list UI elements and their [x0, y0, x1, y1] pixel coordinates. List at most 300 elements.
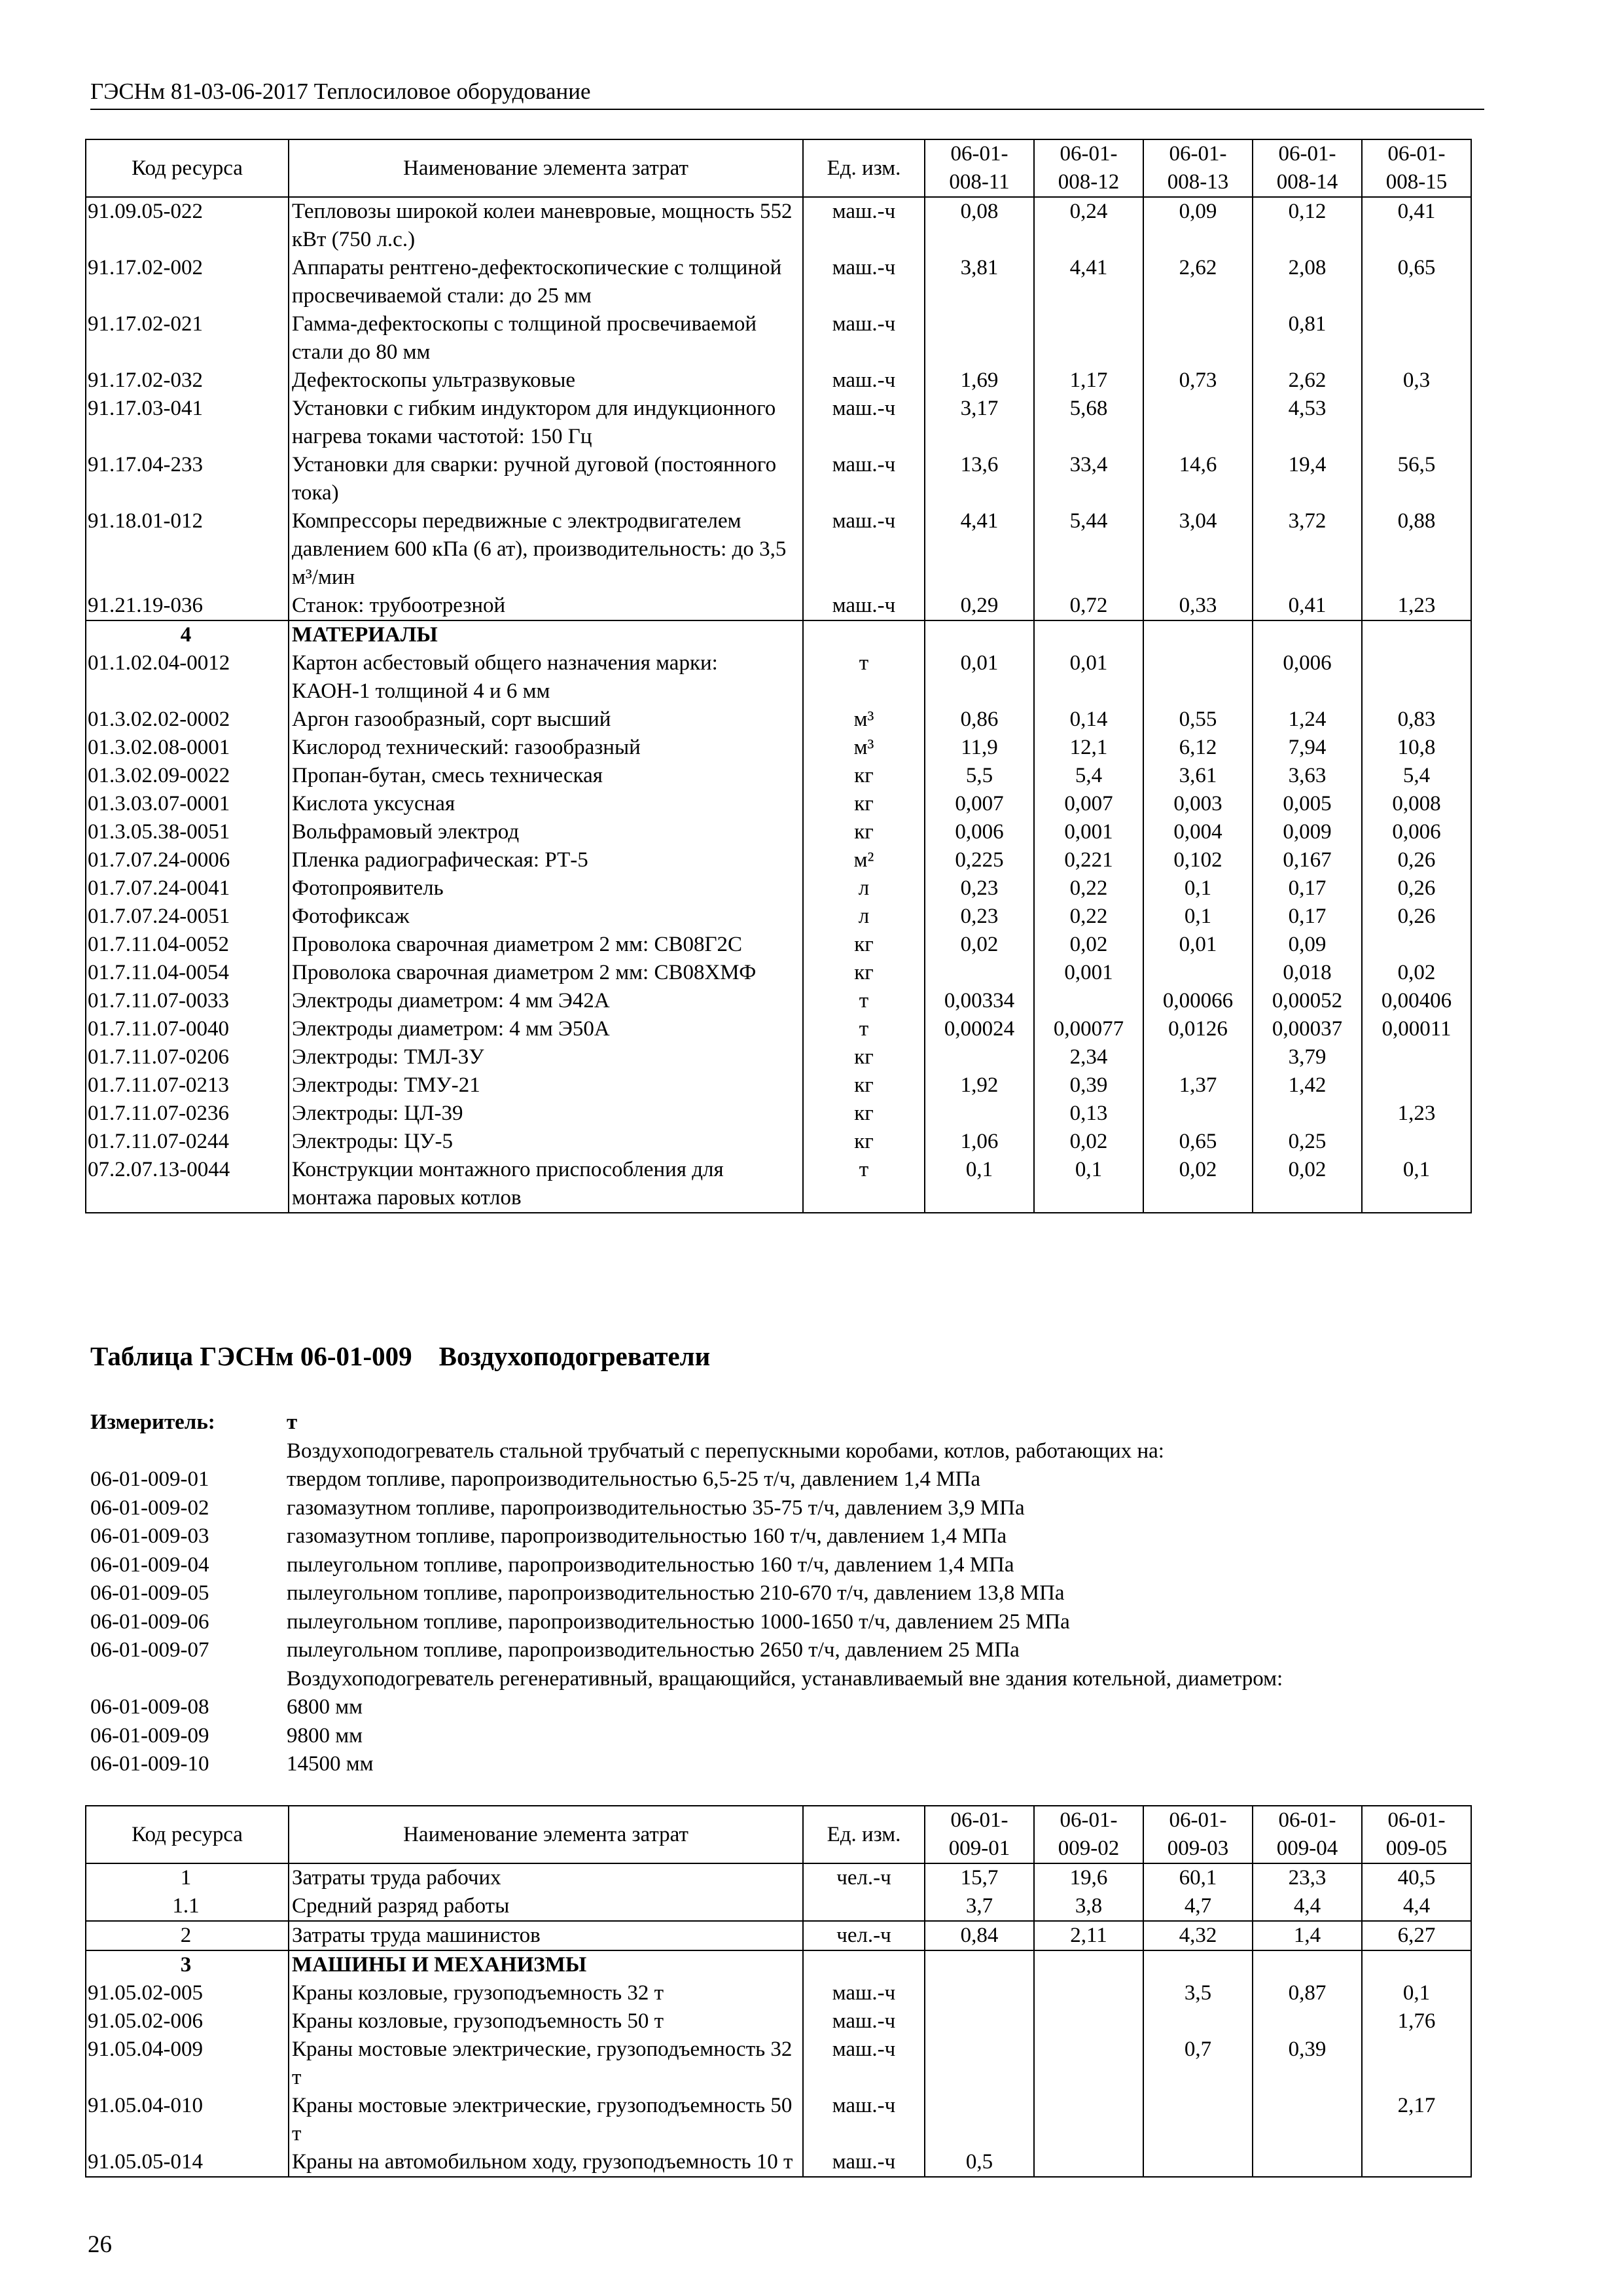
- column-header: 06-01- 009-02: [1034, 1806, 1143, 1863]
- unit: кг: [803, 1071, 925, 1100]
- norm-value: 3,63: [1253, 762, 1362, 790]
- norm-value: [1143, 649, 1253, 706]
- measure-item: [90, 1636, 1491, 1665]
- unit: маш.-ч: [803, 395, 925, 451]
- norm-value: [1143, 1100, 1253, 1128]
- resource-name: Электроды: ЦУ-5: [289, 1128, 803, 1156]
- norm-description: пылеугольном топливе, паропроизводительностью 1000-1650 т/ч, давлением 25 МПа: [287, 1609, 1070, 1634]
- unit: маш.-ч: [803, 592, 925, 620]
- norm-value: 11,9: [925, 734, 1034, 762]
- resource-code: 1: [86, 1863, 289, 1892]
- norm-value: 0,22: [1034, 874, 1143, 903]
- norm-value: [1034, 2007, 1143, 2036]
- norm-value: 0,02: [1143, 1156, 1253, 1213]
- norm-value: 0,65: [1362, 254, 1471, 310]
- norm-value: 0,0126: [1143, 1015, 1253, 1043]
- table-row: [86, 620, 1471, 649]
- measure-item: [90, 1579, 1491, 1608]
- norm-value: 33,4: [1034, 451, 1143, 507]
- resource-name: Вольфрамовый электрод: [289, 818, 803, 846]
- norm-value: 0,41: [1253, 592, 1362, 620]
- resource-name: Электроды диаметром: 4 мм Э50А: [289, 1015, 803, 1043]
- resource-code: 91.09.05-022: [86, 197, 289, 254]
- norm-value: 0,39: [1253, 2036, 1362, 2092]
- table-row: [86, 734, 1471, 762]
- unit: маш.-ч: [803, 254, 925, 310]
- norm-value: 0,00011: [1362, 1015, 1471, 1043]
- column-header: 06-01- 009-04: [1253, 1806, 1362, 1863]
- norm-value: 2,62: [1253, 367, 1362, 395]
- norm-value: 2,08: [1253, 254, 1362, 310]
- table-row: [86, 2007, 1471, 2036]
- table-row: [86, 197, 1471, 254]
- resource-code: 01.7.11.04-0054: [86, 959, 289, 987]
- norm-value: 0,007: [1034, 790, 1143, 818]
- norm-value: 0,26: [1362, 874, 1471, 903]
- resource-code: 01.7.11.04-0052: [86, 931, 289, 959]
- table-header-row: [86, 139, 1471, 197]
- norm-code: 06-01-009-03: [90, 1524, 209, 1548]
- resource-name: Краны мостовые электрические, грузоподъемность 50 т: [289, 2092, 803, 2148]
- norm-value: 10,8: [1362, 734, 1471, 762]
- table-row: [86, 592, 1471, 620]
- norm-value: [925, 620, 1034, 649]
- norm-value: 0,5: [925, 2148, 1034, 2177]
- norm-value: 0,006: [1362, 818, 1471, 846]
- norm-code: 06-01-009-06: [90, 1609, 209, 1634]
- unit: маш.-ч: [803, 2092, 925, 2148]
- norm-value: 0,01: [1143, 931, 1253, 959]
- resource-name: МАТЕРИАЛЫ: [289, 620, 803, 649]
- measure-label: Измеритель:: [90, 1410, 215, 1434]
- norm-value: [1253, 1100, 1362, 1128]
- table-row: [86, 1071, 1471, 1100]
- resource-code: 91.05.02-006: [86, 2007, 289, 2036]
- unit: кг: [803, 1043, 925, 1071]
- norm-value: 4,4: [1362, 1892, 1471, 1921]
- norm-value: 0,73: [1143, 367, 1253, 395]
- resource-code: 91.17.02-021: [86, 310, 289, 367]
- table-row: [86, 1100, 1471, 1128]
- norm-description: пылеугольном топливе, паропроизводительностью 2650 т/ч, давлением 25 МПа: [287, 1638, 1020, 1662]
- resource-code: 91.05.02-005: [86, 1979, 289, 2007]
- norm-value: 6,27: [1362, 1921, 1471, 1950]
- table-body: [86, 1863, 1471, 2177]
- norm-value: [1362, 620, 1471, 649]
- norm-value: 1,23: [1362, 1100, 1471, 1128]
- norm-value: [925, 1043, 1034, 1071]
- unit: кг: [803, 790, 925, 818]
- norm-value: 1,92: [925, 1071, 1034, 1100]
- norm-value: 0,81: [1253, 310, 1362, 367]
- norm-value: 6,12: [1143, 734, 1253, 762]
- resource-code: 01.7.11.07-0040: [86, 1015, 289, 1043]
- unit: [803, 620, 925, 649]
- resource-code: 91.05.04-010: [86, 2092, 289, 2148]
- norm-value: 4,41: [925, 507, 1034, 592]
- measure-item: [90, 1722, 1491, 1751]
- resource-code: 01.7.11.07-0206: [86, 1043, 289, 1071]
- norm-value: 0,23: [925, 903, 1034, 931]
- resource-code: 01.3.05.38-0051: [86, 818, 289, 846]
- norm-value: 0,009: [1253, 818, 1362, 846]
- unit: кг: [803, 762, 925, 790]
- norm-value: 0,83: [1362, 706, 1471, 734]
- resource-name: Средний разряд работы: [289, 1892, 803, 1921]
- measure-item: [90, 1437, 1491, 1466]
- norm-code: 06-01-009-08: [90, 1695, 209, 1719]
- norm-value: [925, 2092, 1034, 2148]
- norm-value: 3,5: [1143, 1979, 1253, 2007]
- norm-value: [1362, 649, 1471, 706]
- measure-items: [90, 1437, 1491, 1779]
- table-header-row: [86, 1806, 1471, 1863]
- column-header: 06-01- 009-03: [1143, 1806, 1253, 1863]
- norm-value: [925, 1100, 1034, 1128]
- resource-code: 3: [86, 1950, 289, 1979]
- norm-value: 0,65: [1143, 1128, 1253, 1156]
- norm-value: [1034, 987, 1143, 1015]
- norm-value: 0,008: [1362, 790, 1471, 818]
- norm-value: 1,17: [1034, 367, 1143, 395]
- table-row: [86, 790, 1471, 818]
- resource-table-009: [85, 1805, 1472, 2178]
- table-row: [86, 649, 1471, 706]
- resource-code: 01.3.02.08-0001: [86, 734, 289, 762]
- running-header: ГЭСНм 81-03-06-2017 Теплосиловое оборудование: [90, 77, 1484, 110]
- norm-value: 4,41: [1034, 254, 1143, 310]
- norm-value: 3,8: [1034, 1892, 1143, 1921]
- norm-value: [1362, 395, 1471, 451]
- norm-value: 4,7: [1143, 1892, 1253, 1921]
- table-title: Таблица ГЭСНм 06-01-009 Воздухоподогреватели: [90, 1341, 711, 1371]
- norm-value: 0,003: [1143, 790, 1253, 818]
- norm-value: 12,1: [1034, 734, 1143, 762]
- table-row: [86, 367, 1471, 395]
- norm-value: 0,26: [1362, 846, 1471, 874]
- norm-description: Воздухоподогреватель регенеративный, вращающийся, устанавливаемый вне здания котельной, диаметром:: [287, 1666, 1283, 1691]
- norm-value: 0,02: [1253, 1156, 1362, 1213]
- norm-value: 0,09: [1143, 197, 1253, 254]
- table-row: [86, 959, 1471, 987]
- norm-value: 0,001: [1034, 959, 1143, 987]
- unit: [803, 1892, 925, 1921]
- norm-value: [1362, 931, 1471, 959]
- norm-value: 4,4: [1253, 1892, 1362, 1921]
- norm-value: [1143, 1043, 1253, 1071]
- unit: м²: [803, 846, 925, 874]
- norm-value: [1143, 310, 1253, 367]
- norm-value: [1143, 395, 1253, 451]
- norm-value: [1034, 1979, 1143, 2007]
- norm-code: 06-01-009-02: [90, 1496, 209, 1520]
- table-row: [86, 1863, 1471, 1892]
- norm-value: 1,42: [1253, 1071, 1362, 1100]
- column-header: 06-01- 008-11: [925, 139, 1034, 197]
- norm-value: 0,24: [1034, 197, 1143, 254]
- resource-name: Краны козловые, грузоподъемность 32 т: [289, 1979, 803, 2007]
- norm-value: [1143, 2148, 1253, 2177]
- unit: маш.-ч: [803, 2148, 925, 2177]
- norm-value: 0,01: [1034, 649, 1143, 706]
- resource-name: Кислота уксусная: [289, 790, 803, 818]
- norm-value: 23,3: [1253, 1863, 1362, 1892]
- norm-value: 1,4: [1253, 1921, 1362, 1950]
- norm-value: [1143, 959, 1253, 987]
- norm-value: 0,84: [925, 1921, 1034, 1950]
- resource-name: Проволока сварочная диаметром 2 мм: СВ08Г2С: [289, 931, 803, 959]
- norm-value: 0,00037: [1253, 1015, 1362, 1043]
- table-row: [86, 706, 1471, 734]
- unit: т: [803, 1156, 925, 1213]
- unit: кг: [803, 959, 925, 987]
- table-row: [86, 310, 1471, 367]
- norm-description: 9800 мм: [287, 1723, 363, 1748]
- resource-name: Дефектоскопы ультразвуковые: [289, 367, 803, 395]
- unit: чел.-ч: [803, 1863, 925, 1892]
- resource-name: Установки с гибким индуктором для индукционного нагрева токами частотой: 150 Гц: [289, 395, 803, 451]
- norm-value: 4,53: [1253, 395, 1362, 451]
- unit: кг: [803, 931, 925, 959]
- measure-item: [90, 1750, 1491, 1779]
- norm-value: 0,02: [1034, 931, 1143, 959]
- norm-description: Воздухоподогреватель стальной трубчатый с перепускными коробами, котлов, работающих на:: [287, 1439, 1164, 1463]
- resource-code: 01.7.11.07-0244: [86, 1128, 289, 1156]
- norm-value: 3,81: [925, 254, 1034, 310]
- norm-description: пылеугольном топливе, паропроизводительностью 210-670 т/ч, давлением 13,8 МПа: [287, 1581, 1065, 1605]
- column-header: Наименование элемента затрат: [289, 139, 803, 197]
- norm-value: 0,09: [1253, 931, 1362, 959]
- norm-value: [1143, 620, 1253, 649]
- norm-value: 0,86: [925, 706, 1034, 734]
- norm-value: 0,13: [1034, 1100, 1143, 1128]
- norm-value: 3,7: [925, 1892, 1034, 1921]
- norm-value: 0,00406: [1362, 987, 1471, 1015]
- norm-value: 1,76: [1362, 2007, 1471, 2036]
- table-row: [86, 1128, 1471, 1156]
- norm-value: 0,00334: [925, 987, 1034, 1015]
- resource-name: Пленка радиографическая: РТ-5: [289, 846, 803, 874]
- unit: л: [803, 903, 925, 931]
- unit: т: [803, 649, 925, 706]
- measure-item: [90, 1551, 1491, 1580]
- norm-value: [1253, 2007, 1362, 2036]
- norm-value: 2,62: [1143, 254, 1253, 310]
- column-header: 06-01- 008-14: [1253, 139, 1362, 197]
- resource-code: 01.7.07.24-0006: [86, 846, 289, 874]
- resource-name: МАШИНЫ И МЕХАНИЗМЫ: [289, 1950, 803, 1979]
- unit: маш.-ч: [803, 2036, 925, 2092]
- norm-value: 5,4: [1034, 762, 1143, 790]
- norm-value: 0,33: [1143, 592, 1253, 620]
- norm-description: 14500 мм: [287, 1752, 374, 1776]
- table-row: [86, 931, 1471, 959]
- table-row: [86, 903, 1471, 931]
- unit: маш.-ч: [803, 507, 925, 592]
- resource-name: Краны мостовые электрические, грузоподъемность 32 т: [289, 2036, 803, 2092]
- norm-value: [1253, 1950, 1362, 1979]
- norm-value: 0,26: [1362, 903, 1471, 931]
- table-row: [86, 254, 1471, 310]
- norm-description: пылеугольном топливе, паропроизводительностью 160 т/ч, давлением 1,4 МПа: [287, 1552, 1014, 1577]
- norm-value: 0,72: [1034, 592, 1143, 620]
- norm-value: 40,5: [1362, 1863, 1471, 1892]
- norm-value: 15,7: [925, 1863, 1034, 1892]
- table-row: [86, 1156, 1471, 1213]
- norm-code: [90, 1665, 287, 1694]
- norm-value: [1362, 1950, 1471, 1979]
- resource-name: Компрессоры передвижные с электродвигателем давлением 600 кПа (6 ат), производительность: до 3,5 м³/мин: [289, 507, 803, 592]
- column-header: Ед. изм.: [803, 1806, 925, 1863]
- norm-value: [1362, 2036, 1471, 2092]
- norm-value: 0,007: [925, 790, 1034, 818]
- column-header: Код ресурса: [86, 139, 289, 197]
- norm-value: 0,1: [1362, 1979, 1471, 2007]
- unit: м³: [803, 706, 925, 734]
- norm-value: [1034, 2036, 1143, 2092]
- unit: л: [803, 874, 925, 903]
- measure-item: [90, 1665, 1491, 1694]
- table-row: [86, 2148, 1471, 2177]
- table-row: [86, 1015, 1471, 1043]
- table-row: [86, 451, 1471, 507]
- norm-value: 0,018: [1253, 959, 1362, 987]
- norm-value: [1362, 2148, 1471, 2177]
- unit: маш.-ч: [803, 451, 925, 507]
- norm-value: 0,12: [1253, 197, 1362, 254]
- norm-value: 0,004: [1143, 818, 1253, 846]
- resource-name: Картон асбестовый общего назначения марки: КАОН-1 толщиной 4 и 6 мм: [289, 649, 803, 706]
- norm-value: [1143, 2007, 1253, 2036]
- norm-value: 4,32: [1143, 1921, 1253, 1950]
- resource-name: Станок: трубоотрезной: [289, 592, 803, 620]
- measure-row: [90, 1408, 1491, 1437]
- resource-code: 91.17.02-002: [86, 254, 289, 310]
- measure-item: [90, 1693, 1491, 1722]
- norm-value: [1034, 310, 1143, 367]
- norm-value: 0,1: [1362, 1156, 1471, 1213]
- norm-code: 06-01-009-09: [90, 1723, 209, 1748]
- norm-value: 7,94: [1253, 734, 1362, 762]
- table-row: [86, 818, 1471, 846]
- table-row: [86, 507, 1471, 592]
- measure-item: [90, 1608, 1491, 1637]
- norm-description: 6800 мм: [287, 1695, 363, 1719]
- table-row: [86, 2036, 1471, 2092]
- norm-description: газомазутном топливе, паропроизводительностью 160 т/ч, давлением 1,4 МПа: [287, 1524, 1007, 1548]
- measure-item: [90, 1522, 1491, 1551]
- norm-code: 06-01-009-10: [90, 1752, 209, 1776]
- resource-code: 01.7.11.07-0236: [86, 1100, 289, 1128]
- norm-value: 56,5: [1362, 451, 1471, 507]
- column-header: 06-01- 008-15: [1362, 139, 1471, 197]
- resource-name: Электроды: ЦЛ-39: [289, 1100, 803, 1128]
- table-row: [86, 1043, 1471, 1071]
- column-header: 06-01- 009-05: [1362, 1806, 1471, 1863]
- unit: кг: [803, 818, 925, 846]
- norm-value: 0,00052: [1253, 987, 1362, 1015]
- resource-code: 01.3.03.07-0001: [86, 790, 289, 818]
- unit: чел.-ч: [803, 1921, 925, 1950]
- norm-value: 0,39: [1034, 1071, 1143, 1100]
- norm-value: 3,17: [925, 395, 1034, 451]
- norm-value: 0,221: [1034, 846, 1143, 874]
- norm-value: 0,167: [1253, 846, 1362, 874]
- norm-value: 0,55: [1143, 706, 1253, 734]
- resource-name: Аргон газообразный, сорт высший: [289, 706, 803, 734]
- norm-value: [1143, 1950, 1253, 1979]
- resource-table-008: [85, 139, 1472, 1213]
- norm-value: 0,00066: [1143, 987, 1253, 1015]
- norm-value: 0,25: [1253, 1128, 1362, 1156]
- norm-value: 0,1: [1034, 1156, 1143, 1213]
- resource-name: Электроды: ТМЛ-3У: [289, 1043, 803, 1071]
- table-row: [86, 874, 1471, 903]
- norm-value: 60,1: [1143, 1863, 1253, 1892]
- resource-code: 01.7.11.07-0033: [86, 987, 289, 1015]
- resource-name: Затраты труда машинистов: [289, 1921, 803, 1950]
- unit: т: [803, 987, 925, 1015]
- norm-value: 0,23: [925, 874, 1034, 903]
- resource-code: 91.18.01-012: [86, 507, 289, 592]
- norm-value: 2,11: [1034, 1921, 1143, 1950]
- norm-code: 06-01-009-01: [90, 1467, 209, 1491]
- resource-name: Тепловозы широкой колеи маневровые, мощность 552 кВт (750 л.с.): [289, 197, 803, 254]
- column-header: 06-01- 008-12: [1034, 139, 1143, 197]
- unit: маш.-ч: [803, 310, 925, 367]
- norm-value: 5,68: [1034, 395, 1143, 451]
- norm-value: 0,006: [1253, 649, 1362, 706]
- norm-code: 06-01-009-07: [90, 1638, 209, 1662]
- resource-code: 01.3.02.02-0002: [86, 706, 289, 734]
- column-header: 06-01- 008-13: [1143, 139, 1253, 197]
- norm-value: [1143, 2092, 1253, 2148]
- resource-name: Фотофиксаж: [289, 903, 803, 931]
- norm-value: 0,1: [925, 1156, 1034, 1213]
- resource-code: 91.17.03-041: [86, 395, 289, 451]
- norm-value: 0,005: [1253, 790, 1362, 818]
- norm-value: 0,7: [1143, 2036, 1253, 2092]
- resource-name: Фотопроявитель: [289, 874, 803, 903]
- norm-value: [1253, 620, 1362, 649]
- norm-value: 0,02: [1362, 959, 1471, 987]
- norm-value: 0,22: [1034, 903, 1143, 931]
- norm-value: 1,37: [1143, 1071, 1253, 1100]
- norm-value: [1034, 620, 1143, 649]
- resource-name: Электроды: ТМУ-21: [289, 1071, 803, 1100]
- norm-value: 0,17: [1253, 903, 1362, 931]
- table-row: [86, 1950, 1471, 1979]
- resource-code: 91.21.19-036: [86, 592, 289, 620]
- norm-value: 5,44: [1034, 507, 1143, 592]
- norm-code: [90, 1437, 287, 1466]
- norm-value: [925, 959, 1034, 987]
- norm-value: 0,102: [1143, 846, 1253, 874]
- norm-value: 0,88: [1362, 507, 1471, 592]
- resource-code: 4: [86, 620, 289, 649]
- table-row: [86, 987, 1471, 1015]
- norm-value: [1034, 2148, 1143, 2177]
- norm-value: 1,23: [1362, 592, 1471, 620]
- norm-value: [925, 2007, 1034, 2036]
- resource-code: 2: [86, 1921, 289, 1950]
- unit: т: [803, 1015, 925, 1043]
- unit: [803, 1950, 925, 1979]
- norm-description: газомазутном топливе, паропроизводительностью 35-75 т/ч, давлением 3,9 МПа: [287, 1496, 1025, 1520]
- norm-value: 0,225: [925, 846, 1034, 874]
- table-row: [86, 1979, 1471, 2007]
- table-row: [86, 1892, 1471, 1921]
